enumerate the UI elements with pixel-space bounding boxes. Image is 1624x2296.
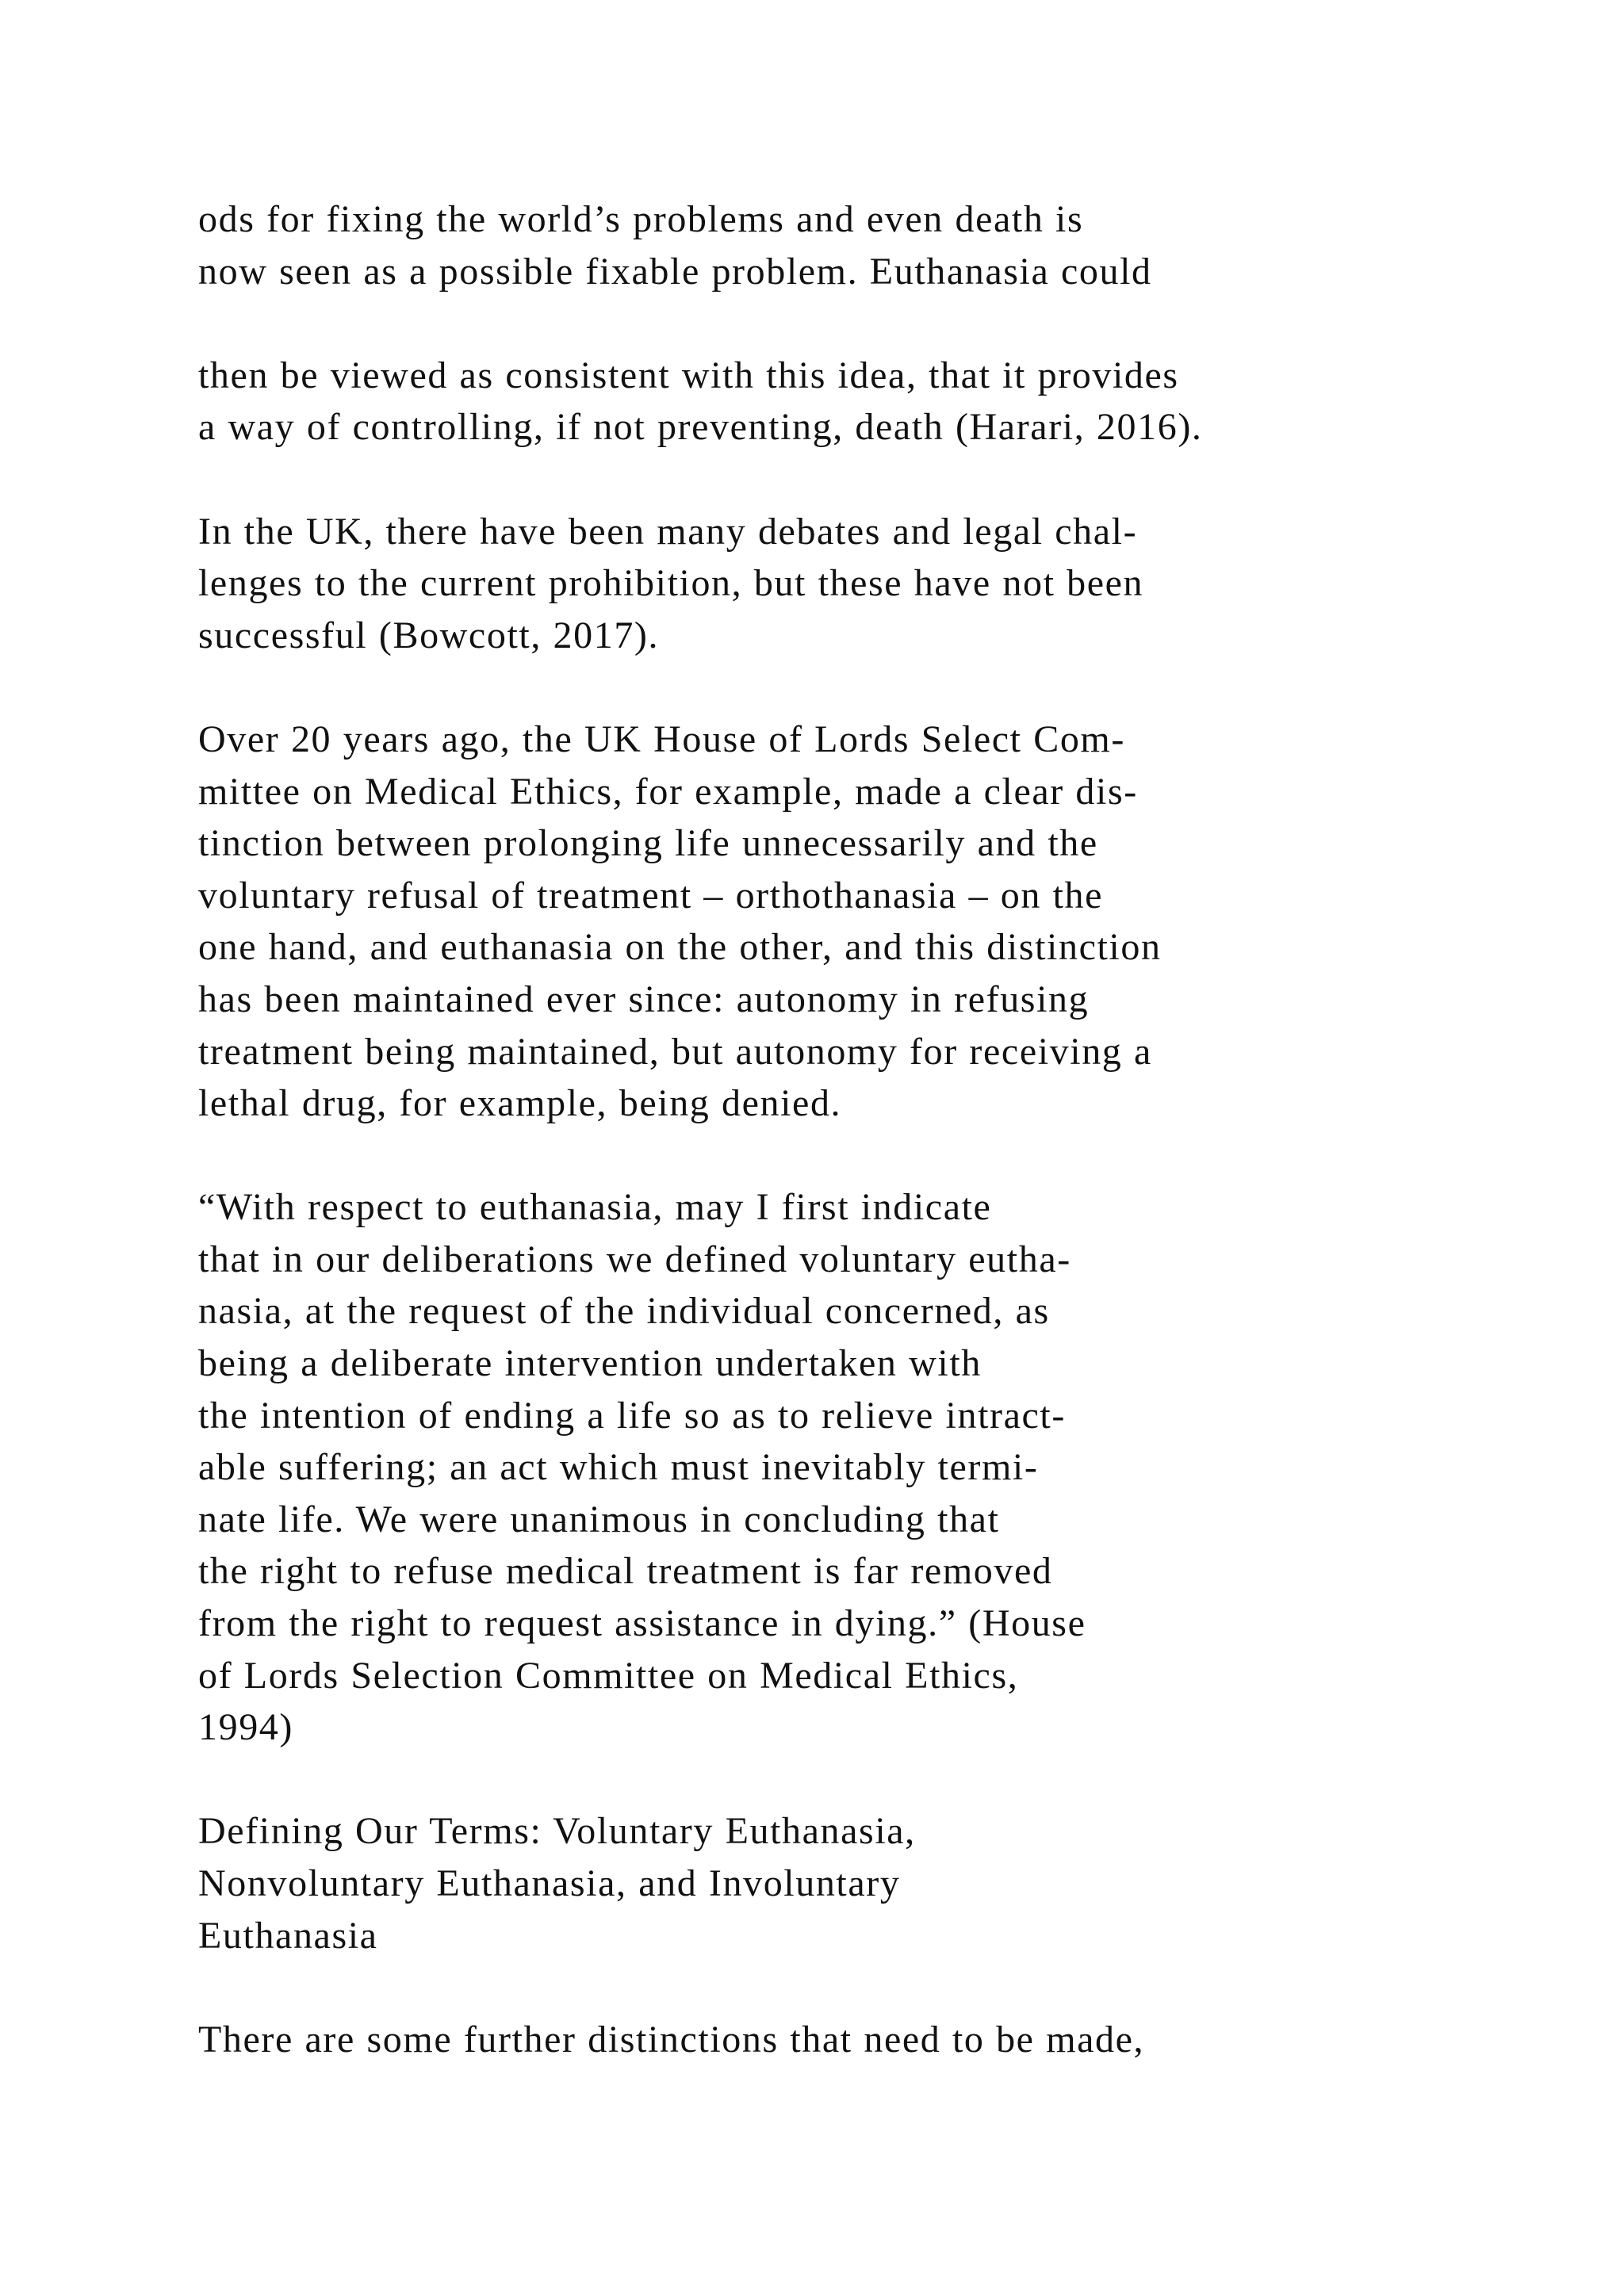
text-line: the intention of ending a life so as to relieve intract-	[198, 1394, 1066, 1437]
text-line: that in our deliberations we defined voluntary eutha-	[198, 1238, 1071, 1280]
text-line: successful (Bowcott, 2017).	[198, 614, 660, 656]
text-line: Nonvoluntary Euthanasia, and Involuntary	[198, 1862, 901, 1904]
text-line: Defining Our Terms: Voluntary Euthanasia,	[198, 1810, 916, 1853]
text-line: lenges to the current prohibition, but these have not been	[198, 562, 1144, 605]
paragraph-2	[198, 350, 1594, 453]
text-line: ods for fixing the world’s problems and even death is	[198, 198, 1084, 240]
text-line: one hand, and euthanasia on the other, and this distinction	[198, 926, 1162, 969]
text-line: “With respect to euthanasia, may I first indicate	[198, 1186, 992, 1229]
text-line: mittee on Medical Ethics, for example, made a clear dis-	[198, 770, 1138, 813]
text-line: then be viewed as consistent with this idea, that it provides	[198, 354, 1179, 396]
text-line: There are some further distinctions that need to be made,	[198, 2018, 1145, 2061]
text-line: a way of controlling, if not preventing, death (Harari, 2016).	[198, 406, 1203, 449]
text-line: lethal drug, for example, being denied.	[198, 1082, 842, 1125]
text-line: has been maintained ever since: autonomy in refusing	[198, 978, 1090, 1020]
text-line: tinction between prolonging life unnecessarily and the	[198, 822, 1098, 865]
text-line: from the right to request assistance in dying.” (House	[198, 1602, 1086, 1645]
paragraph-4	[198, 714, 1594, 1130]
text-line: treatment being maintained, but autonomy for receiving a	[198, 1030, 1152, 1073]
body-text	[198, 193, 1594, 2118]
text-line: 1994)	[198, 1706, 293, 1749]
text-line: In the UK, there have been many debates and legal chal-	[198, 510, 1138, 553]
text-line: Over 20 years ago, the UK House of Lords Select Com-	[198, 718, 1125, 760]
paragraph-1	[198, 193, 1594, 297]
text-line: the right to refuse medical treatment is far removed	[198, 1550, 1053, 1593]
text-line: of Lords Selection Committee on Medical Ethics,	[198, 1654, 1019, 1697]
section-heading	[198, 1805, 1594, 1961]
paragraph-5	[198, 2014, 1594, 2066]
text-line: Euthanasia	[198, 1914, 378, 1957]
paragraph-3	[198, 506, 1594, 662]
quote-paragraph	[198, 1181, 1594, 1754]
text-line: nate life. We were unanimous in concluding that	[198, 1498, 1000, 1540]
text-line: nasia, at the request of the individual concerned, as	[198, 1290, 1050, 1333]
text-line: able suffering; an act which must inevitably termi-	[198, 1446, 1039, 1489]
text-line: being a deliberate intervention undertaken with	[198, 1342, 982, 1385]
text-line: now seen as a possible fixable problem. Euthanasia could	[198, 250, 1152, 293]
text-line: voluntary refusal of treatment – orthothanasia – on the	[198, 874, 1104, 916]
